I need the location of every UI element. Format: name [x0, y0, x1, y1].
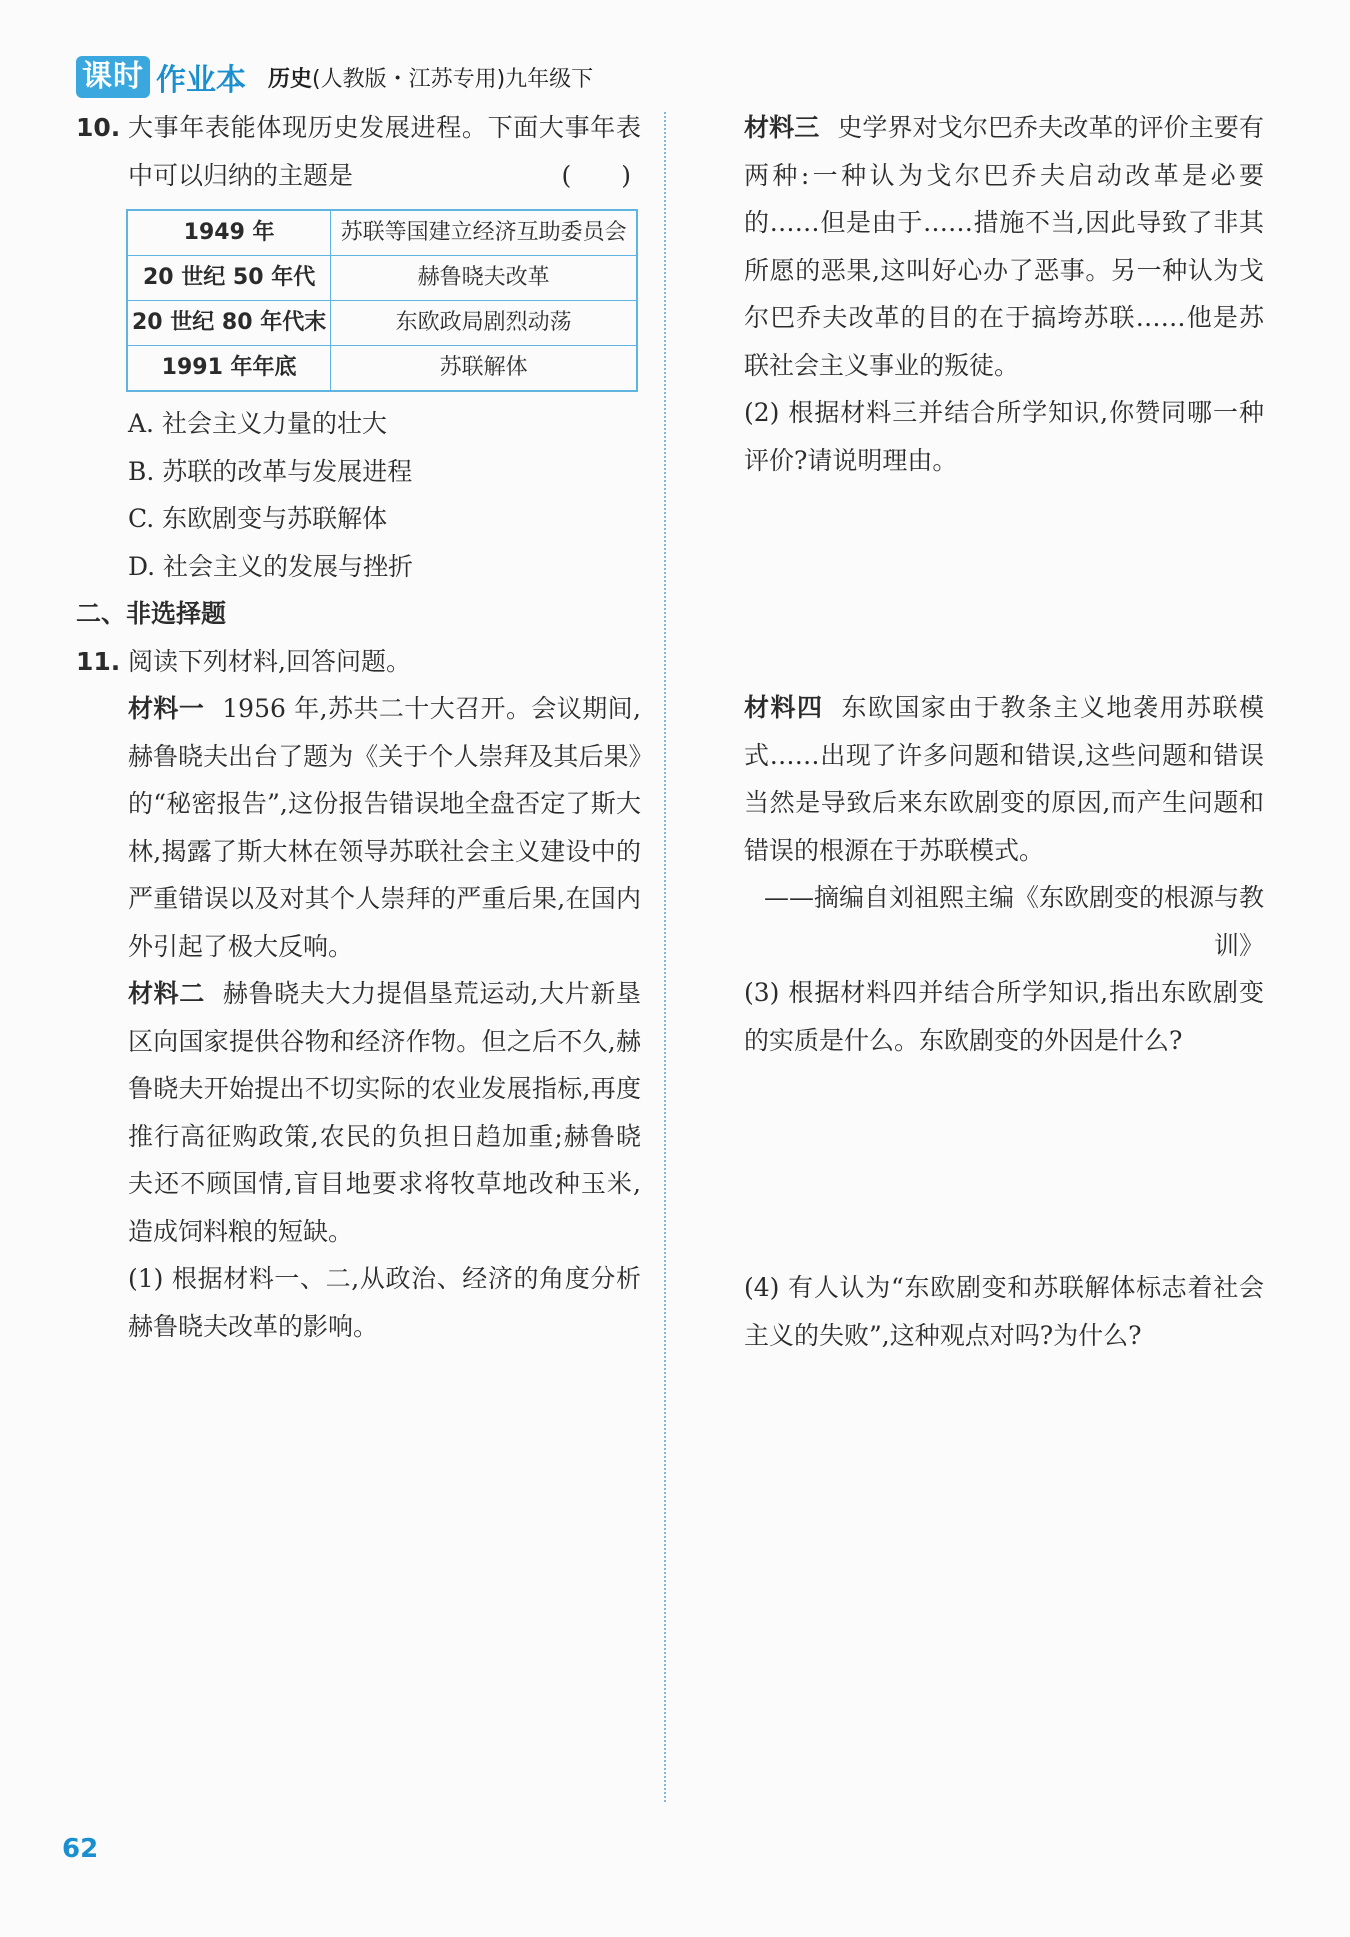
material-source: ——摘编自刘祖熙主编《东欧剧变的根源与教训》: [763, 883, 1264, 960]
option-d: D. 社会主义的发展与挫折: [128, 551, 414, 581]
logo-box: 课时: [76, 56, 150, 98]
material-label: 材料三: [744, 113, 820, 142]
question-10-stem: 大事年表能体现历史发展进程。下面大事年表中可以归纳的主题是: [128, 113, 641, 190]
page-number: 62: [62, 1834, 99, 1864]
material-label: 材料四: [744, 693, 824, 722]
option-b: B. 苏联的改革与发展进程: [128, 456, 413, 486]
header-subtitle: [268, 62, 593, 93]
column-divider: [664, 112, 666, 1802]
answer-space: [744, 484, 1264, 684]
question-11-text: 阅读下列材料,回答问题。: [128, 646, 411, 676]
material-text: 赫鲁晓夫大力提倡垦荒运动,大片新垦区向国家提供谷物和经济作物。但之后不久,赫鲁晓夫开始提出不切实际的农业发展指标,再度推行高征购政策,农民的负担日趋加重;赫鲁晓夫还不顾国情,盲目地要求将牧草地改种玉米,造成饲料粮的短缺。: [128, 979, 641, 1246]
answer-paren: ( ): [561, 160, 631, 190]
table-year: 20 世纪 80 年代末: [127, 301, 331, 346]
sub-question-3: (3) 根据材料四并结合所学知识,指出东欧剧变的实质是什么。东欧剧变的外因是什么?: [744, 978, 1264, 1055]
material-1: [76, 685, 641, 970]
page-header: [76, 54, 593, 100]
material-3: [744, 104, 1264, 389]
header-edition: (人教版・江苏专用)九年级下: [312, 66, 594, 92]
options-list: [76, 400, 641, 590]
material-text: 1956 年,苏共二十大召开。会议期间,赫鲁晓夫出台了题为《关于个人崇拜及其后果》的“秘密报告”,这份报告错误地全盘否定了斯大林,揭露了斯大林在领导苏联社会主义建设中的严重错误以及对其个人崇拜的严重后果,在国内外引起了极大反响。: [128, 694, 641, 961]
sub-question-2: (2) 根据材料三并结合所学知识,你赞同哪一种评价?请说明理由。: [744, 398, 1264, 475]
table-row: [127, 346, 637, 392]
question-10: [76, 104, 641, 199]
option-a: A. 社会主义力量的壮大: [128, 409, 387, 438]
answer-space: [744, 1064, 1264, 1264]
option-c: C. 东欧剧变与苏联解体: [128, 504, 388, 533]
material-4: [744, 684, 1264, 874]
table-event: 苏联解体: [331, 346, 637, 392]
right-column: [744, 104, 1264, 1359]
left-column: [76, 104, 641, 1350]
table-row: [127, 301, 637, 346]
material-label: 材料二: [128, 979, 205, 1008]
question-number: 10.: [76, 113, 121, 142]
logo-text: 作业本: [156, 63, 246, 98]
timeline-table: [126, 209, 638, 392]
table-event: 赫鲁晓夫改革: [331, 256, 637, 301]
question-10-text: [128, 104, 641, 199]
question-number: 11.: [76, 646, 121, 676]
sub-question-4: (4) 有人认为“东欧剧变和苏联解体标志着社会主义的失败”,这种观点对吗?为什么?: [744, 1273, 1264, 1350]
table-event: 东欧政局剧烈动荡: [331, 301, 637, 346]
material-text: 史学界对戈尔巴乔夫改革的评价主要有两种:一种认为戈尔巴乔夫启动改革是必要的……但是由于……措施不当,因此导致了非其所愿的恶果,这叫好心办了恶事。另一种认为戈尔巴乔夫改革的目的在于搞垮苏联……他是苏联社会主义事业的叛徒。: [744, 113, 1264, 380]
material-label: 材料一: [128, 694, 205, 723]
header-subject: 历史: [268, 66, 313, 92]
material-text: 东欧国家由于教条主义地袭用苏联模式……出现了许多问题和错误,这些问题和错误当然是导致后来东欧剧变的原因,而产生问题和错误的根源在于苏联模式。: [744, 693, 1264, 865]
table-event: 苏联等国建立经济互助委员会: [331, 210, 637, 256]
section-heading: 二、非选择题: [76, 599, 227, 628]
table-year: 1991 年年底: [127, 346, 331, 392]
sub-question-1: (1) 根据材料一、二,从政治、经济的角度分析赫鲁晓夫改革的影响。: [128, 1264, 641, 1341]
material-2: [76, 970, 641, 1255]
table-row: [127, 256, 637, 301]
question-11: [76, 638, 641, 686]
table-year: 1949 年: [127, 210, 331, 256]
table-year: 20 世纪 50 年代: [127, 256, 331, 301]
table-row: [127, 210, 637, 256]
